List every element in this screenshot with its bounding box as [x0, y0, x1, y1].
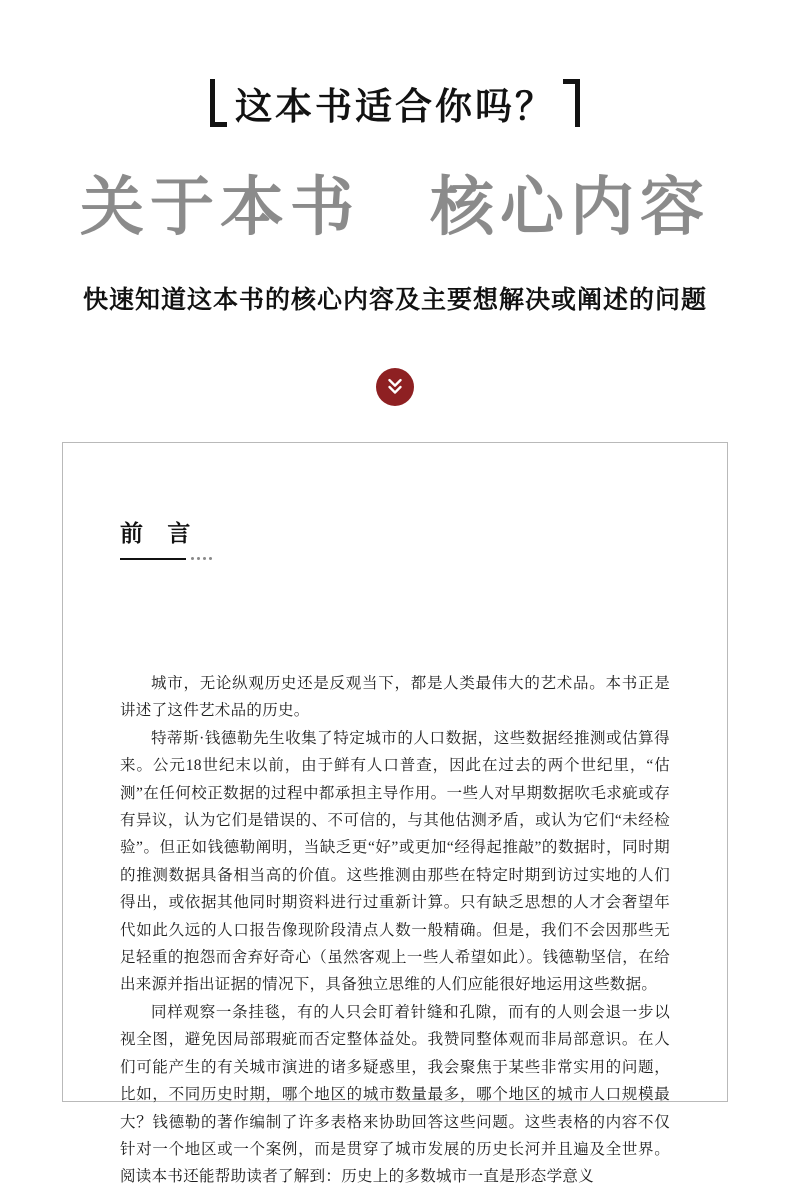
- preface-title: 前 言: [120, 520, 200, 546]
- page-title: 关于本书 核心内容: [80, 172, 710, 243]
- question-heading: [0, 76, 790, 130]
- underline-rule: [120, 558, 186, 560]
- preface-paragraph-3: 同样观察一条挂毯，有的人只会盯着针缝和孔隙，而有的人则会退一步以视全图，避免因局部瑕疵而否定整体益处。我赞同整体观而非局部意识。在人们可能产生的有关城市演进的诸多疑惑里，我会聚焦于某些非常实用的问题，比如，不同历史时期，哪个地区的城市数量最多，哪个地区的城市人口规模最大？钱德勒的著作编制了许多表格来协助回答这些问题。这些表格的内容不仅针对一个地区或一个案例，而是贯穿了城市发展的历史长河并且遍及全世界。阅读本书还能帮助读者了解到：历史上的多数城市一直是形态学意义: [120, 1003, 670, 1186]
- preface-heading: [120, 515, 670, 560]
- bracket-left-icon: [210, 79, 227, 127]
- hero-section: [0, 0, 790, 406]
- question-text: 这本书适合你吗？: [235, 86, 555, 127]
- dots-ornament-icon: [188, 557, 212, 560]
- preface-paragraph-2: 特蒂斯·钱德勒先生收集了特定城市的人口数据，这些数据经推测或估算得来。公元18世纪末以前，由于鲜有人口普查，因此在过去的两个世纪里，“估测”在任何校正数据的过程中都承担主导作用。一些人对早期数据吹毛求疵或存有异议，认为它们是错误的、不可信的，与其他估测矛盾，或认为它们“未经检验”。但正如钱德勒阐明，当缺乏更“好”或更加“经得起推敲”的数据时，同时期的推测数据具备相当高的价值。这些推测由那些在特定时期到访过实地的人们得出，或依据其他同时期资料进行过重新计算。只有缺乏思想的人才会奢望年代如此久远的人口报告像现阶段清点人数一般精确。但是，我们不会因那些无足轻重的抱怨而舍弃好奇心（虽然客观上一些人希望如此）。钱德勒坚信，在给出来源并指出证据的情况下，具备独立思维的人们应能很好地运用这些数据。: [120, 729, 670, 994]
- preface-paragraph-1: 城市，无论纵观历史还是反观当下，都是人类最伟大的艺术品。本书正是讲述了这件艺术品的历史。: [120, 675, 670, 720]
- chevron-double-down-icon: [376, 368, 414, 406]
- preface-body: [120, 670, 670, 1191]
- bracket-right-icon: [563, 79, 580, 127]
- page-subtitle: 快速知道这本书的核心内容及主要想解决或阐述的问题: [82, 286, 707, 314]
- preface-page-preview: [62, 442, 728, 1186]
- preface-title-underline: [120, 557, 670, 560]
